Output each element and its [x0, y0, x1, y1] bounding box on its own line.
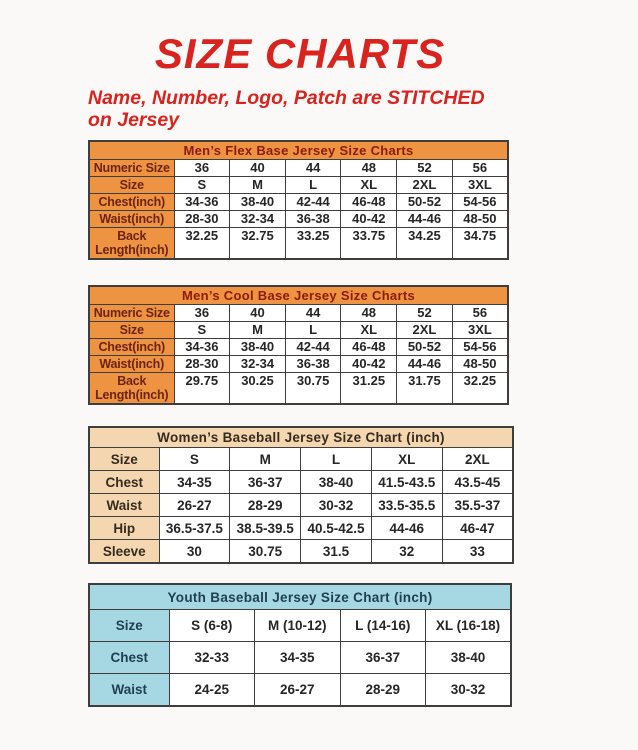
youth-baseball-table	[88, 583, 512, 707]
value-cell: 44-46	[371, 517, 442, 540]
page-subtitle	[88, 87, 638, 131]
table-row	[89, 373, 508, 405]
value-cell: 46-47	[442, 517, 513, 540]
subtitle-line-1: Name, Number, Logo, Patch are STITCHED	[88, 87, 485, 109]
value-cell: 56	[452, 160, 508, 177]
value-cell: S (6-8)	[169, 610, 255, 642]
value-cell: 33.75	[341, 228, 397, 260]
value-cell: 2XL	[442, 448, 513, 471]
row-label: Waist(inch)	[89, 356, 174, 373]
value-cell: 3XL	[452, 177, 508, 194]
row-label: Waist	[89, 674, 169, 707]
subtitle-line-2: on Jersey	[88, 109, 180, 131]
value-cell: 52	[397, 305, 453, 322]
table-row	[89, 517, 513, 540]
value-cell: XL	[341, 177, 397, 194]
row-label: Numeric Size	[89, 160, 174, 177]
value-cell: 48	[341, 160, 397, 177]
value-cell: 38.5-39.5	[230, 517, 301, 540]
value-cell: S	[174, 177, 230, 194]
value-cell: M (10-12)	[255, 610, 341, 642]
value-cell: 46-48	[341, 194, 397, 211]
value-cell: 50-52	[397, 339, 453, 356]
value-cell: 44-46	[397, 356, 453, 373]
table-row	[89, 177, 508, 194]
value-cell: 36	[174, 305, 230, 322]
value-cell: 33	[442, 540, 513, 564]
value-cell: 3XL	[452, 322, 508, 339]
value-cell: 34-36	[174, 339, 230, 356]
value-cell: 38-40	[426, 642, 512, 674]
value-cell: 44	[285, 160, 341, 177]
value-cell: 35.5-37	[442, 494, 513, 517]
page-title: SIZE CHARTS	[154, 30, 446, 77]
value-cell: M	[230, 448, 301, 471]
value-cell: 30.75	[230, 540, 301, 564]
row-label: Chest(inch)	[89, 194, 174, 211]
table-row	[89, 211, 508, 228]
value-cell: 50-52	[397, 194, 453, 211]
value-cell: 28-30	[174, 211, 230, 228]
tables-container	[88, 140, 638, 707]
table-title-bar: Youth Baseball Jersey Size Chart (inch)	[89, 584, 511, 610]
value-cell: 40.5-42.5	[301, 517, 372, 540]
value-cell: 30-32	[301, 494, 372, 517]
value-cell: L	[285, 322, 341, 339]
value-cell: 54-56	[452, 194, 508, 211]
value-cell: 44	[285, 305, 341, 322]
row-label: Chest(inch)	[89, 339, 174, 356]
table-mens-cool-base	[88, 285, 638, 405]
value-cell: XL	[341, 322, 397, 339]
row-label: Size	[89, 322, 174, 339]
value-cell: 32.25	[174, 228, 230, 260]
table-row	[89, 339, 508, 356]
value-cell: 40-42	[341, 211, 397, 228]
value-cell: 36	[174, 160, 230, 177]
value-cell: 40-42	[341, 356, 397, 373]
table-row	[89, 356, 508, 373]
mens-flex-base-table	[88, 140, 509, 260]
value-cell: 30	[159, 540, 230, 564]
value-cell: 30-32	[426, 674, 512, 707]
value-cell: 48	[341, 305, 397, 322]
value-cell: 34-35	[159, 471, 230, 494]
value-cell: 26-27	[159, 494, 230, 517]
value-cell: 44-46	[397, 211, 453, 228]
womens-baseball-table	[88, 426, 514, 564]
value-cell: L	[285, 177, 341, 194]
value-cell: 36-38	[285, 356, 341, 373]
value-cell: 38-40	[230, 339, 286, 356]
table-title-bar: Men’s Cool Base Jersey Size Charts	[89, 286, 508, 305]
value-cell: 54-56	[452, 339, 508, 356]
value-cell: 34.75	[452, 228, 508, 260]
table-row	[89, 610, 511, 642]
mens-cool-base-table	[88, 285, 509, 405]
table-row	[89, 160, 508, 177]
row-label: Chest	[89, 642, 169, 674]
table-row	[89, 674, 511, 707]
value-cell: XL	[371, 448, 442, 471]
value-cell: 2XL	[397, 322, 453, 339]
value-cell: 31.75	[397, 373, 453, 405]
table-row	[89, 540, 513, 564]
value-cell: 24-25	[169, 674, 255, 707]
value-cell: S	[174, 322, 230, 339]
table-row	[89, 228, 508, 260]
value-cell: 36.5-37.5	[159, 517, 230, 540]
value-cell: 34-36	[174, 194, 230, 211]
value-cell: 36-38	[285, 211, 341, 228]
table-title-row	[89, 141, 508, 160]
value-cell: 31.5	[301, 540, 372, 564]
row-label: Size	[89, 177, 174, 194]
value-cell: L (14-16)	[340, 610, 426, 642]
value-cell: 48-50	[452, 211, 508, 228]
value-cell: 30.75	[285, 373, 341, 405]
value-cell: 38-40	[230, 194, 286, 211]
value-cell: 32.75	[230, 228, 286, 260]
value-cell: 34.25	[397, 228, 453, 260]
row-label: Chest	[89, 471, 159, 494]
value-cell: 32-33	[169, 642, 255, 674]
table-title-row	[89, 427, 513, 448]
value-cell: 41.5-43.5	[371, 471, 442, 494]
row-label: Back Length(inch)	[89, 228, 174, 260]
value-cell: 46-48	[341, 339, 397, 356]
value-cell: 48-50	[452, 356, 508, 373]
value-cell: 30.25	[230, 373, 286, 405]
value-cell: XL (16-18)	[426, 610, 512, 642]
value-cell: 38-40	[301, 471, 372, 494]
value-cell: 32	[371, 540, 442, 564]
value-cell: 56	[452, 305, 508, 322]
value-cell: 28-29	[230, 494, 301, 517]
value-cell: 43.5-45	[442, 471, 513, 494]
value-cell: 42-44	[285, 339, 341, 356]
value-cell: 28-30	[174, 356, 230, 373]
value-cell: L	[301, 448, 372, 471]
value-cell: 29.75	[174, 373, 230, 405]
value-cell: M	[230, 177, 286, 194]
row-label: Back Length(inch)	[89, 373, 174, 405]
table-row	[89, 494, 513, 517]
value-cell: 28-29	[340, 674, 426, 707]
row-label: Size	[89, 448, 159, 471]
value-cell: 40	[230, 305, 286, 322]
table-row	[89, 471, 513, 494]
table-title-bar: Men’s Flex Base Jersey Size Charts	[89, 141, 508, 160]
value-cell: 42-44	[285, 194, 341, 211]
value-cell: 52	[397, 160, 453, 177]
value-cell: 36-37	[340, 642, 426, 674]
value-cell: 2XL	[397, 177, 453, 194]
table-womens-baseball	[88, 426, 638, 564]
value-cell: 32.25	[452, 373, 508, 405]
value-cell: M	[230, 322, 286, 339]
row-label: Sleeve	[89, 540, 159, 564]
table-mens-flex-base	[88, 140, 638, 260]
value-cell: S	[159, 448, 230, 471]
table-row	[89, 642, 511, 674]
table-youth-baseball	[88, 583, 638, 707]
value-cell: 31.25	[341, 373, 397, 405]
row-label: Waist(inch)	[89, 211, 174, 228]
row-label: Waist	[89, 494, 159, 517]
row-label: Hip	[89, 517, 159, 540]
table-title-row	[89, 584, 511, 610]
value-cell: 26-27	[255, 674, 341, 707]
table-row	[89, 448, 513, 471]
value-cell: 36-37	[230, 471, 301, 494]
page-header	[0, 0, 638, 131]
table-row	[89, 322, 508, 339]
table-row	[89, 305, 508, 322]
value-cell: 32-34	[230, 211, 286, 228]
table-row	[89, 194, 508, 211]
value-cell: 34-35	[255, 642, 341, 674]
table-title-bar: Women’s Baseball Jersey Size Chart (inch)	[89, 427, 513, 448]
table-title-row	[89, 286, 508, 305]
row-label: Numeric Size	[89, 305, 174, 322]
row-label: Size	[89, 610, 169, 642]
value-cell: 33.25	[285, 228, 341, 260]
value-cell: 32-34	[230, 356, 286, 373]
value-cell: 40	[230, 160, 286, 177]
value-cell: 33.5-35.5	[371, 494, 442, 517]
